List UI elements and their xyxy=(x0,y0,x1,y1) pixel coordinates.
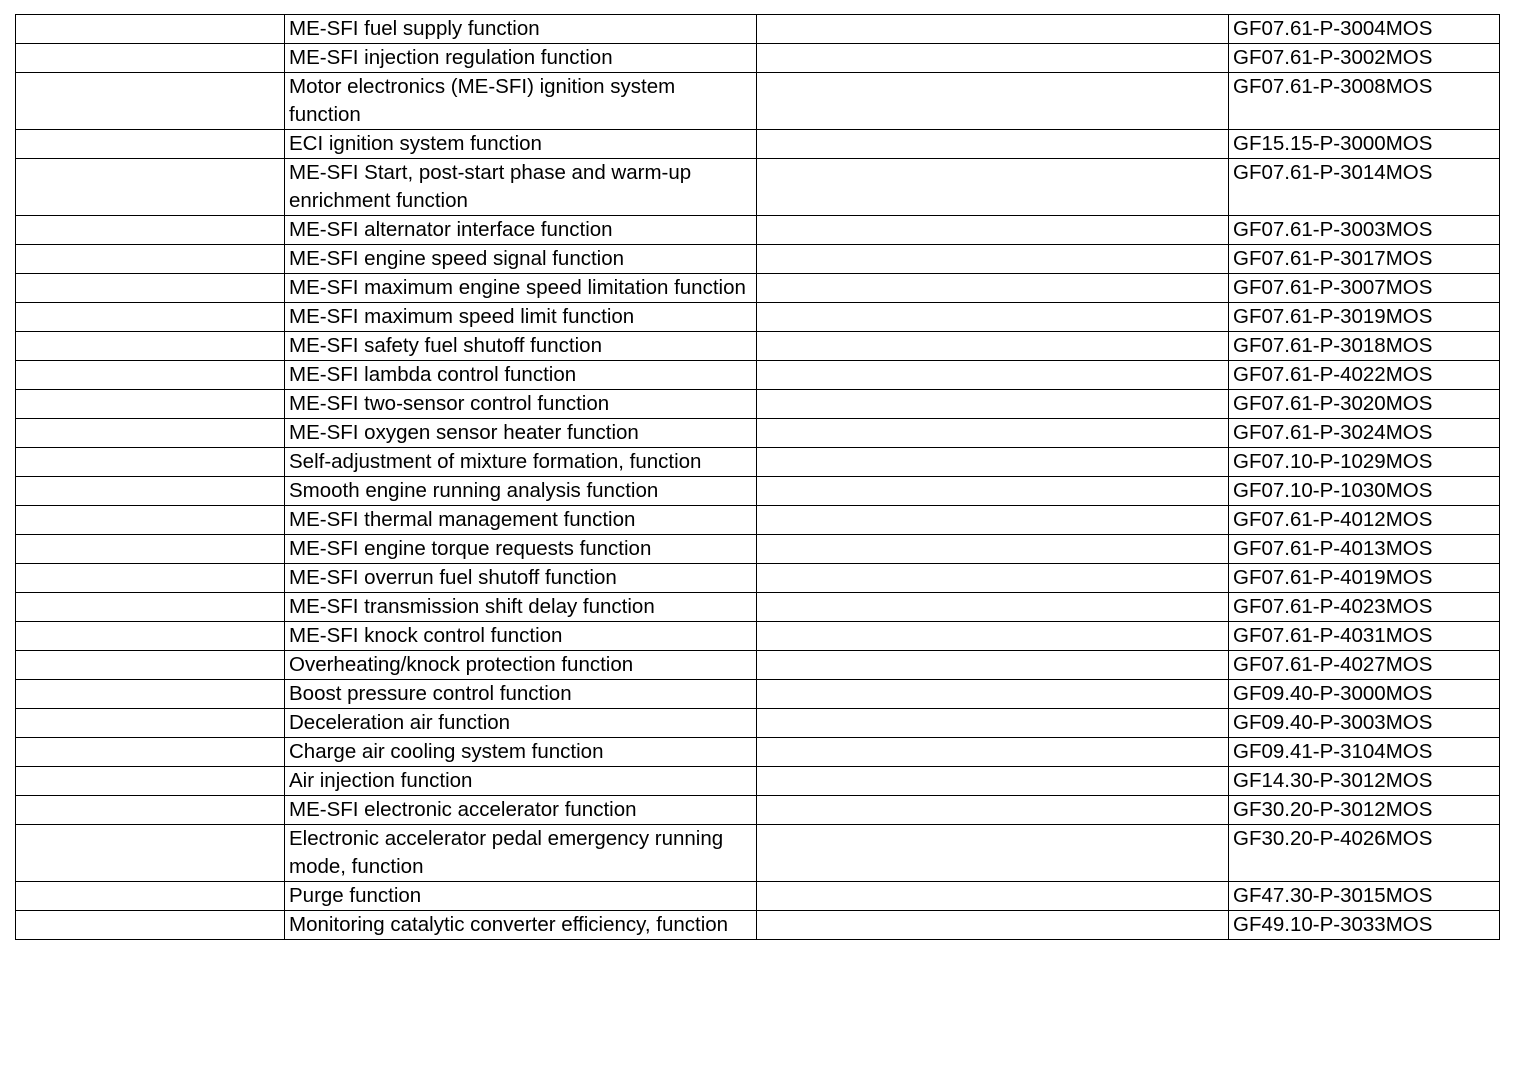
table-row xyxy=(16,593,1500,622)
function-description-cell: ME-SFI knock control function xyxy=(285,622,757,651)
function-description-cell: ME-SFI maximum speed limit function xyxy=(285,303,757,332)
document-code-cell: GF07.61-P-3003MOS xyxy=(1229,216,1500,245)
empty-cell xyxy=(757,216,1229,245)
function-description-cell: ME-SFI safety fuel shutoff function xyxy=(285,332,757,361)
table-row xyxy=(16,680,1500,709)
function-description-cell: ME-SFI overrun fuel shutoff function xyxy=(285,564,757,593)
empty-cell xyxy=(16,303,285,332)
document-code-cell: GF09.40-P-3003MOS xyxy=(1229,709,1500,738)
function-description-cell: ME-SFI thermal management function xyxy=(285,506,757,535)
empty-cell xyxy=(16,506,285,535)
document-code-cell: GF07.61-P-3020MOS xyxy=(1229,390,1500,419)
document-code-cell: GF07.61-P-3017MOS xyxy=(1229,245,1500,274)
function-reference-table xyxy=(15,14,1500,940)
function-description-cell: Smooth engine running analysis function xyxy=(285,477,757,506)
function-description-cell: Self-adjustment of mixture formation, function xyxy=(285,448,757,477)
empty-cell xyxy=(757,911,1229,940)
table-row xyxy=(16,911,1500,940)
table-row xyxy=(16,15,1500,44)
table-row xyxy=(16,825,1500,882)
empty-cell xyxy=(757,564,1229,593)
document-code-cell: GF47.30-P-3015MOS xyxy=(1229,882,1500,911)
empty-cell xyxy=(757,159,1229,216)
empty-cell xyxy=(16,274,285,303)
empty-cell xyxy=(16,419,285,448)
function-description-cell: Electronic accelerator pedal emergency running mode, function xyxy=(285,825,757,882)
document-code-cell: GF07.61-P-4013MOS xyxy=(1229,535,1500,564)
empty-cell xyxy=(16,159,285,216)
function-description-cell: ME-SFI fuel supply function xyxy=(285,15,757,44)
document-code-cell: GF07.10-P-1030MOS xyxy=(1229,477,1500,506)
empty-cell xyxy=(16,738,285,767)
document-code-cell: GF07.61-P-3024MOS xyxy=(1229,419,1500,448)
empty-cell xyxy=(16,535,285,564)
empty-cell xyxy=(16,882,285,911)
function-description-cell: ME-SFI engine torque requests function xyxy=(285,535,757,564)
document-code-cell: GF07.61-P-4031MOS xyxy=(1229,622,1500,651)
table-row xyxy=(16,506,1500,535)
document-code-cell: GF07.61-P-4022MOS xyxy=(1229,361,1500,390)
document-code-cell: GF07.61-P-3008MOS xyxy=(1229,73,1500,130)
empty-cell xyxy=(757,44,1229,73)
document-code-cell: GF07.10-P-1029MOS xyxy=(1229,448,1500,477)
table-row xyxy=(16,477,1500,506)
function-description-cell: Overheating/knock protection function xyxy=(285,651,757,680)
document-code-cell: GF07.61-P-4023MOS xyxy=(1229,593,1500,622)
empty-cell xyxy=(16,448,285,477)
function-description-cell: ME-SFI oxygen sensor heater function xyxy=(285,419,757,448)
document-code-cell: GF07.61-P-4012MOS xyxy=(1229,506,1500,535)
function-description-cell: Boost pressure control function xyxy=(285,680,757,709)
document-code-cell: GF09.41-P-3104MOS xyxy=(1229,738,1500,767)
document-code-cell: GF30.20-P-4026MOS xyxy=(1229,825,1500,882)
empty-cell xyxy=(757,73,1229,130)
table-row xyxy=(16,448,1500,477)
empty-cell xyxy=(16,477,285,506)
table-row xyxy=(16,738,1500,767)
document-code-cell: GF30.20-P-3012MOS xyxy=(1229,796,1500,825)
table-row xyxy=(16,332,1500,361)
table-row xyxy=(16,419,1500,448)
table-row xyxy=(16,44,1500,73)
empty-cell xyxy=(757,15,1229,44)
empty-cell xyxy=(16,911,285,940)
function-description-cell: Deceleration air function xyxy=(285,709,757,738)
document-code-cell: GF07.61-P-4019MOS xyxy=(1229,564,1500,593)
empty-cell xyxy=(757,622,1229,651)
empty-cell xyxy=(16,332,285,361)
empty-cell xyxy=(16,564,285,593)
document-code-cell: GF07.61-P-3002MOS xyxy=(1229,44,1500,73)
empty-cell xyxy=(16,622,285,651)
empty-cell xyxy=(757,593,1229,622)
table-row xyxy=(16,245,1500,274)
document-code-cell: GF07.61-P-3014MOS xyxy=(1229,159,1500,216)
function-description-cell: ME-SFI electronic accelerator function xyxy=(285,796,757,825)
empty-cell xyxy=(16,680,285,709)
table-row xyxy=(16,882,1500,911)
empty-cell xyxy=(757,738,1229,767)
empty-cell xyxy=(757,506,1229,535)
empty-cell xyxy=(757,535,1229,564)
table-row xyxy=(16,216,1500,245)
document-code-cell: GF07.61-P-3018MOS xyxy=(1229,332,1500,361)
empty-cell xyxy=(757,448,1229,477)
table-row xyxy=(16,73,1500,130)
empty-cell xyxy=(757,709,1229,738)
table-row xyxy=(16,651,1500,680)
function-description-cell: ME-SFI transmission shift delay function xyxy=(285,593,757,622)
function-description-cell: ME-SFI engine speed signal function xyxy=(285,245,757,274)
table-row xyxy=(16,159,1500,216)
table-row xyxy=(16,274,1500,303)
table-row xyxy=(16,303,1500,332)
function-description-cell: Purge function xyxy=(285,882,757,911)
empty-cell xyxy=(757,361,1229,390)
document-code-cell: GF14.30-P-3012MOS xyxy=(1229,767,1500,796)
empty-cell xyxy=(757,651,1229,680)
table-row xyxy=(16,361,1500,390)
empty-cell xyxy=(16,130,285,159)
empty-cell xyxy=(757,680,1229,709)
table-row xyxy=(16,767,1500,796)
empty-cell xyxy=(757,419,1229,448)
table-row xyxy=(16,564,1500,593)
empty-cell xyxy=(16,390,285,419)
document-code-cell: GF07.61-P-3007MOS xyxy=(1229,274,1500,303)
empty-cell xyxy=(757,825,1229,882)
empty-cell xyxy=(757,767,1229,796)
empty-cell xyxy=(757,274,1229,303)
document-code-cell: GF07.61-P-3004MOS xyxy=(1229,15,1500,44)
document-code-cell: GF09.40-P-3000MOS xyxy=(1229,680,1500,709)
table-row xyxy=(16,535,1500,564)
empty-cell xyxy=(16,361,285,390)
empty-cell xyxy=(16,709,285,738)
function-description-cell: Motor electronics (ME-SFI) ignition system function xyxy=(285,73,757,130)
function-description-cell: ECI ignition system function xyxy=(285,130,757,159)
table-row xyxy=(16,796,1500,825)
table-row xyxy=(16,709,1500,738)
empty-cell xyxy=(16,44,285,73)
function-description-cell: ME-SFI Start, post-start phase and warm-up enrichment function xyxy=(285,159,757,216)
table-row xyxy=(16,130,1500,159)
function-description-cell: ME-SFI lambda control function xyxy=(285,361,757,390)
table-body xyxy=(16,15,1500,940)
function-description-cell: ME-SFI alternator interface function xyxy=(285,216,757,245)
document-code-cell: GF15.15-P-3000MOS xyxy=(1229,130,1500,159)
function-description-cell: ME-SFI injection regulation function xyxy=(285,44,757,73)
empty-cell xyxy=(16,825,285,882)
empty-cell xyxy=(16,245,285,274)
table-row xyxy=(16,390,1500,419)
empty-cell xyxy=(16,216,285,245)
empty-cell xyxy=(16,15,285,44)
empty-cell xyxy=(757,245,1229,274)
empty-cell xyxy=(16,651,285,680)
function-description-cell: Monitoring catalytic converter efficiency, function xyxy=(285,911,757,940)
empty-cell xyxy=(16,767,285,796)
empty-cell xyxy=(757,303,1229,332)
document-code-cell: GF49.10-P-3033MOS xyxy=(1229,911,1500,940)
function-description-cell: ME-SFI maximum engine speed limitation function xyxy=(285,274,757,303)
empty-cell xyxy=(757,796,1229,825)
empty-cell xyxy=(757,130,1229,159)
function-description-cell: ME-SFI two-sensor control function xyxy=(285,390,757,419)
document-code-cell: GF07.61-P-4027MOS xyxy=(1229,651,1500,680)
empty-cell xyxy=(16,73,285,130)
empty-cell xyxy=(757,477,1229,506)
empty-cell xyxy=(757,332,1229,361)
function-description-cell: Charge air cooling system function xyxy=(285,738,757,767)
empty-cell xyxy=(16,593,285,622)
function-description-cell: Air injection function xyxy=(285,767,757,796)
empty-cell xyxy=(16,796,285,825)
table-row xyxy=(16,622,1500,651)
empty-cell xyxy=(757,390,1229,419)
empty-cell xyxy=(757,882,1229,911)
document-code-cell: GF07.61-P-3019MOS xyxy=(1229,303,1500,332)
